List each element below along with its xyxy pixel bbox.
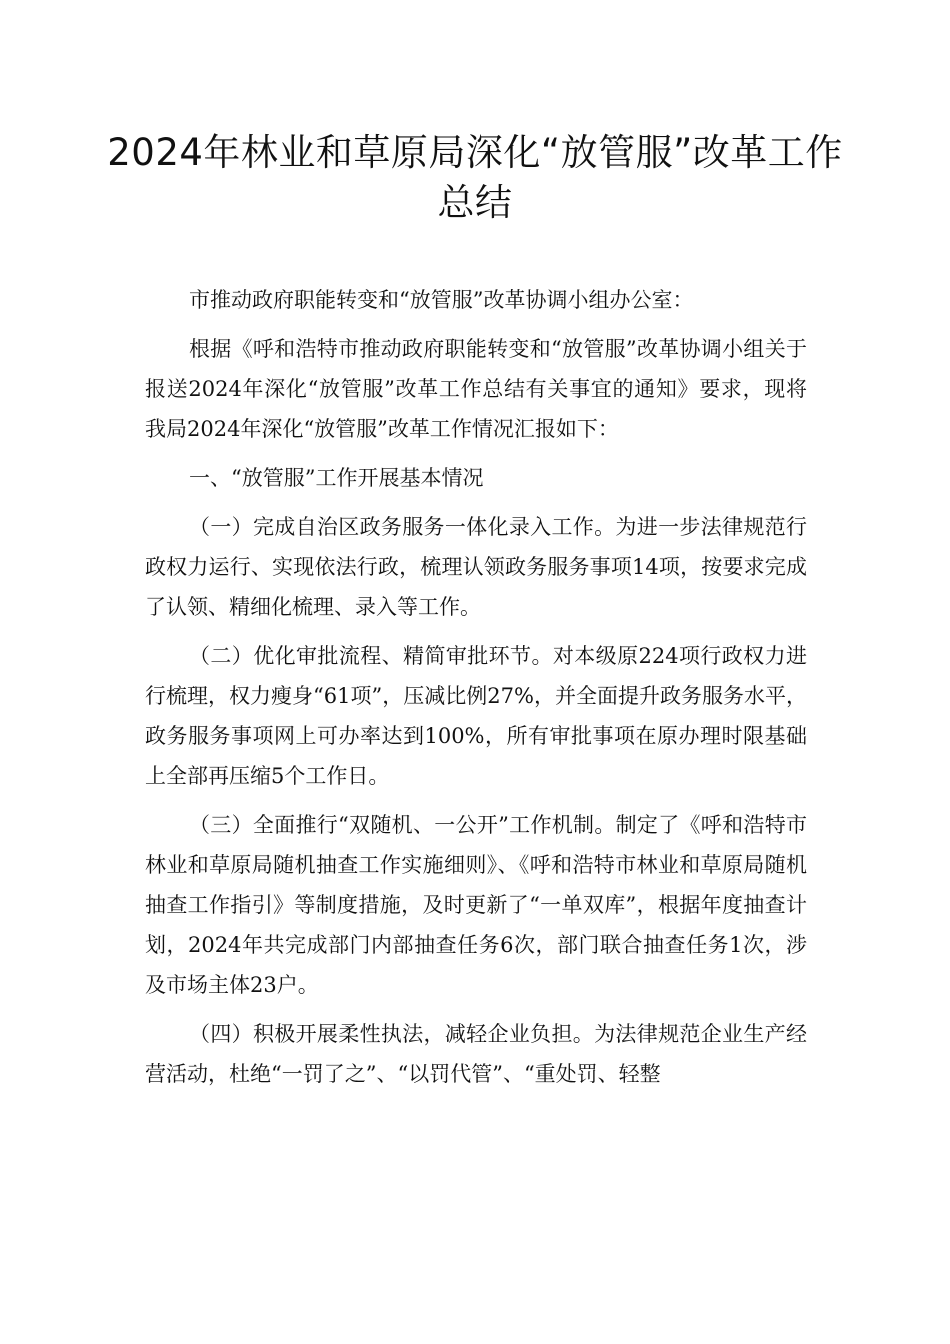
- paragraph: （二）优化审批流程、精简审批环节。对本级原224项行政权力进行梳理，权力瘦身“61项”，压减比例27%，并全面提升政务服务水平，政务服务事项网上可办率达到100%，所有审批事项在原办理时限基础上全部再压缩5个工作日。: [145, 644, 807, 788]
- document-body: [145, 280, 807, 1103]
- paragraph: （一）完成自治区政务服务一体化录入工作。为进一步法律规范行政权力运行、实现依法行政，梳理认领政务服务事项14项，按要求完成了认领、精细化梳理、录入等工作。: [145, 515, 807, 619]
- salutation: 市推动政府职能转变和“放管服”改革协调小组办公室：: [189, 288, 694, 312]
- paragraph: （三）全面推行“双随机、一公开”工作机制。制定了《呼和浩特市林业和草原局随机抽查工作实施细则》、《呼和浩特市林业和草原局随机抽查工作指引》等制度措施，及时更新了“一单双库”，根据年度抽查计划，2024年共完成部门内部抽查任务6次，部门联合抽查任务1次，涉及市场主体23户。: [145, 813, 807, 997]
- section-heading: 一、“放管服”工作开展基本情况: [189, 466, 484, 490]
- document-title: 2024年林业和草原局深化“放管服”改革工作总结: [107, 131, 843, 224]
- intro-paragraph: 根据《呼和浩特市推动政府职能转变和“放管服”改革协调小组关于报送2024年深化“放管服”改革工作总结有关事宜的通知》要求，现将我局2024年深化“放管服”改革工作情况汇报如下：: [145, 337, 807, 441]
- paragraph: （四）积极开展柔性执法，减轻企业负担。为法律规范企业生产经营活动，杜绝“一罚了之”、“以罚代管”、“重处罚、轻整: [145, 1022, 807, 1086]
